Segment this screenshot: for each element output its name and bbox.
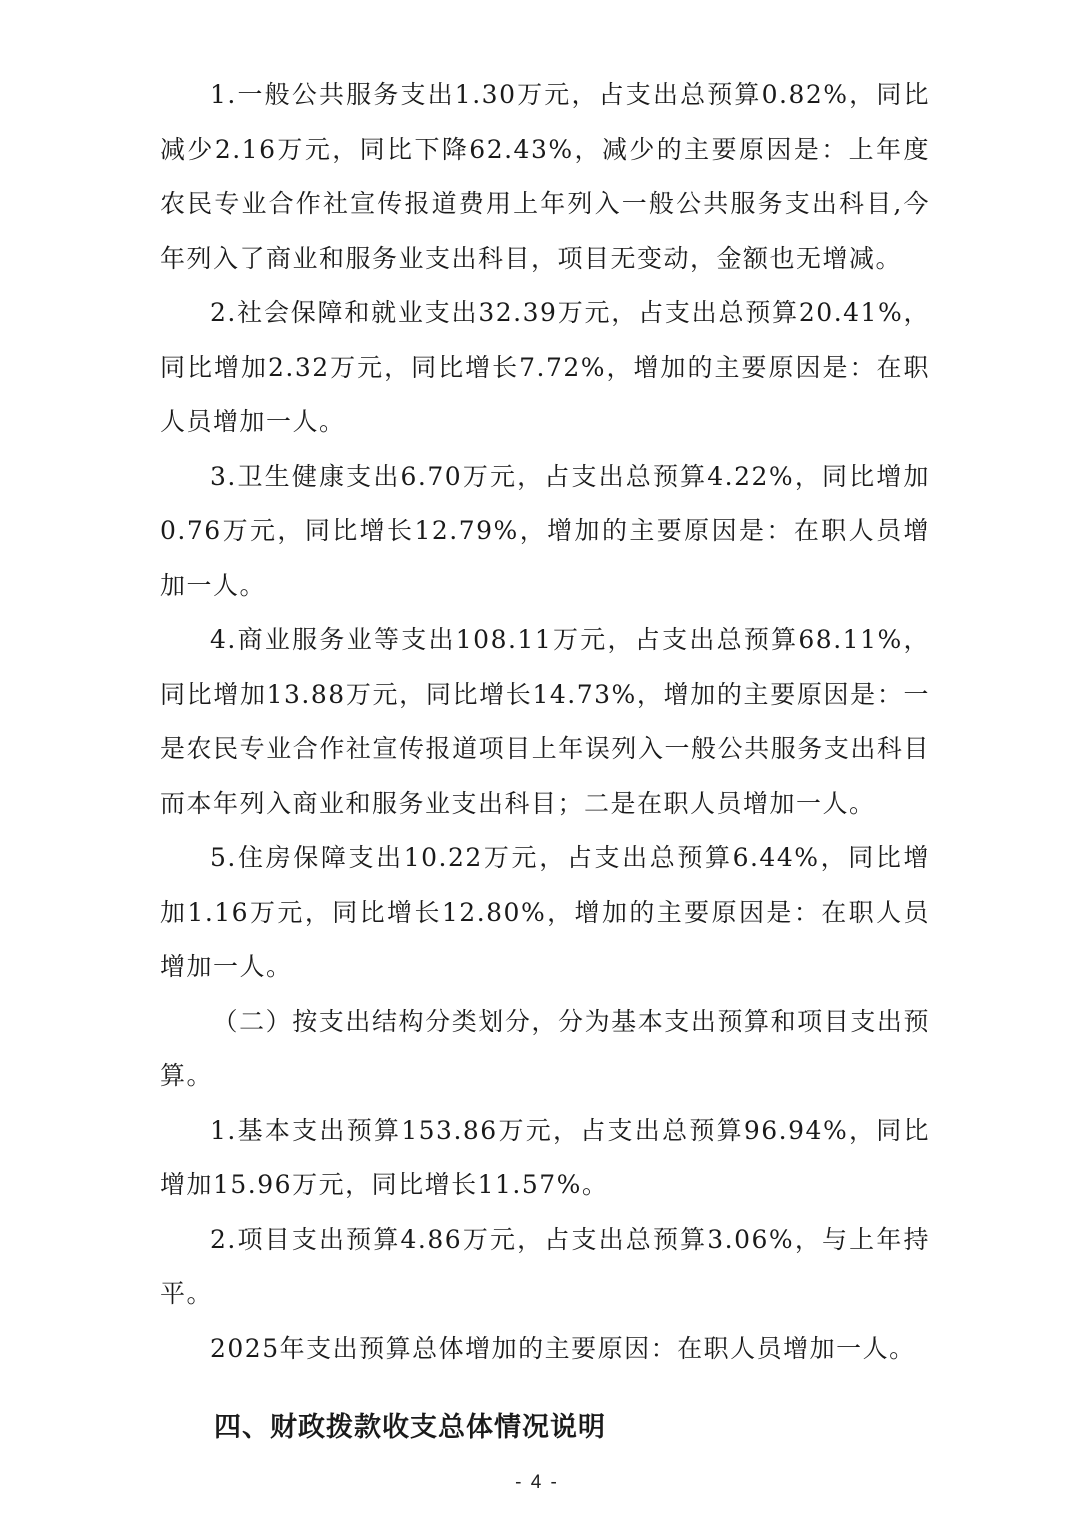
paragraph-social-security: 2.社会保障和就业支出32.39万元，占支出总预算20.41%，同比增加2.32万元，同比增长7.72%，增加的主要原因是：在职人员增加一人。 <box>160 298 930 436</box>
paragraph-health: 3.卫生健康支出6.70万元，占支出总预算4.22%，同比增加0.76万元，同比增长12.79%，增加的主要原因是：在职人员增加一人。 <box>160 461 930 600</box>
document-body <box>160 68 930 1458</box>
page-number: - 4 - <box>515 1472 559 1493</box>
paragraph-commerce-services: 4.商业服务业等支出108.11万元，占支出总预算68.11%，同比增加13.88万元，同比增长14.73%，增加的主要原因是：一是农民专业合作社宣传报道项目上年误列入一般公共服务支出科目而本年列入商业和服务业支出科目；二是在职人员增加一人。 <box>160 625 930 818</box>
paragraph-general-public-services: 1.一般公共服务支出1.30万元，占支出总预算0.82%，同比减少2.16万元，同比下降62.43%，减少的主要原因是：上年度农民专业合作社宣传报道费用上年列入一般公共服务支出科目,今年列入了商业和服务业支出科目，项目无变动，金额也无增减。 <box>160 80 930 273</box>
paragraph-expenditure-structure: （二）按支出结构分类划分，分为基本支出预算和项目支出预算。 <box>160 1006 930 1090</box>
paragraph-overall-increase: 2025年支出预算总体增加的主要原因：在职人员增加一人。 <box>210 1333 916 1363</box>
paragraph-housing: 5.住房保障支出10.22万元，占支出总预算6.44%，同比增加1.16万元，同比增长12.80%，增加的主要原因是：在职人员增加一人。 <box>160 843 930 981</box>
paragraph-project-expenditure: 2.项目支出预算4.86万元，占支出总预算3.06%，与上年持平。 <box>160 1224 930 1308</box>
section-heading: 四、财政拨款收支总体情况说明 <box>214 1412 606 1443</box>
paragraph-basic-expenditure: 1.基本支出预算153.86万元，占支出总预算96.94%，同比增加15.96万元，同比增长11.57%。 <box>160 1115 930 1199</box>
